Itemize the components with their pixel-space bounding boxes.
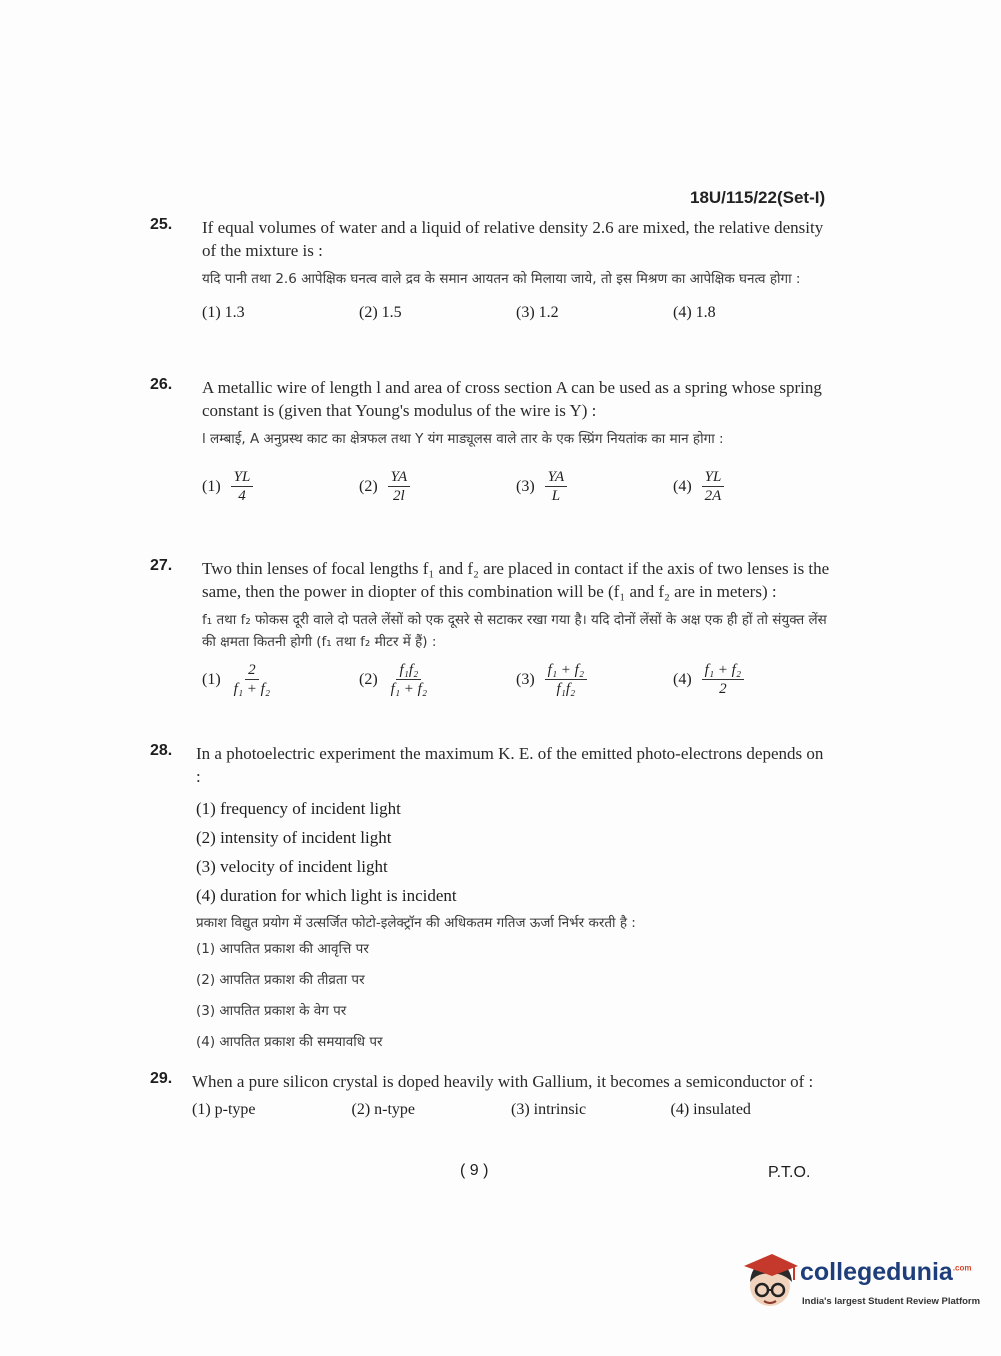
option-1-hi: (1) आपतित प्रकाश की आवृत्ति पर	[196, 941, 369, 957]
option-3-hi: (3) आपतित प्रकाश के वेग पर	[196, 1003, 347, 1019]
mascot-icon	[742, 1252, 800, 1314]
options	[192, 1101, 830, 1119]
option-1: (1) $\frac{2}{\text{f₁ + f₂}}$	[202, 662, 271, 697]
option-1: (1) $\frac{YL}{4}$	[202, 468, 359, 505]
question-text-hi: f₁ तथा f₂ फोकस दूरी वाले दो पतले लेंसों को एक दूसरे से सटाकर रखा गया है। यदि दोनों लेंसों के अक्ष एक ही हों तो संयुक्त लेंस की क्षमता कितनी होगी (f₁ तथा f₂ मीटर में हैं) :	[202, 612, 827, 650]
paper-code: 18U/115/22(Set-I)	[690, 188, 826, 207]
option-3: (3) $\frac{\text{f₁ + f₂}}{\text{f₁f₂}}$	[516, 661, 673, 698]
option-4: (4) 1.8	[673, 304, 716, 321]
question-text-hi: यदि पानी तथा 2.6 आपेक्षिक घनत्व वाले द्रव के समान आयतन को मिलाया जाये, तो इस मिश्रण का आपेक्षिक घनत्व होगा :	[202, 271, 801, 287]
question-26	[150, 376, 830, 505]
option-2: (2) $\frac{YA}{2l}$	[359, 468, 516, 505]
question-text-hi: प्रकाश विद्युत प्रयोग में उत्सर्जित फोटो-इलेक्ट्रॉन की अधिकतम गतिज ऊर्जा निर्भर करती है :	[196, 915, 636, 931]
option-4: (4) insulated	[670, 1101, 751, 1118]
option-2: (2) $\frac{\text{f₁f₂}}{\text{f₁ + f₂}}$	[359, 662, 428, 697]
question-29	[150, 1070, 830, 1119]
question-text-en: Two thin lenses of focal lengths f₁ and f₂ are placed in contact if the axis of two lenses is the same, then the power in diopter of this combination will be (f₁ and f₂ are in meters) :	[202, 559, 830, 601]
pto-label: P.T.O.	[768, 1164, 811, 1181]
question-27	[150, 557, 830, 698]
question-number: 26.	[150, 376, 173, 393]
option-4-en: (4) duration for which light is incident	[196, 886, 457, 905]
options	[202, 661, 830, 698]
question-number: 25.	[150, 216, 173, 233]
option-4: (4) $\frac{\text{f₁ + f₂}}{2}$	[673, 661, 830, 698]
question-text-hi: l लम्बाई, A अनुप्रस्थ काट का क्षेत्रफल तथा Y यंग माड्यूलस वाले तार के एक स्प्रिंग नियतांक का मान होगा :	[202, 431, 724, 447]
page-number: ( 9 )	[460, 1162, 489, 1179]
question-number: 29.	[150, 1070, 173, 1087]
collegedunia-watermark	[742, 1252, 981, 1314]
question-25	[150, 216, 830, 322]
question-text-en: A metallic wire of length l and area of cross section A can be used as a spring whose spring constant is (given that Young's modulus of the wire is Y) :	[202, 378, 822, 420]
option-2-hi: (2) आपतित प्रकाश की तीव्रता पर	[196, 972, 365, 988]
brand-name: collegedunia$^{.com}$	[800, 1258, 972, 1286]
option-2: (2) n-type	[351, 1101, 416, 1118]
options	[202, 304, 830, 322]
option-2: (2) 1.5	[359, 304, 402, 321]
options-hi	[196, 934, 830, 1058]
option-3-en: (3) velocity of incident light	[196, 857, 388, 876]
option-3: (3) $\frac{YA}{L}$	[516, 468, 673, 505]
option-3: (3) 1.2	[516, 304, 559, 321]
option-1-en: (1) frequency of incident light	[196, 799, 401, 818]
question-text-en: If equal volumes of water and a liquid of relative density 2.6 are mixed, the relative density of the mixture is :	[202, 218, 824, 260]
option-3: (3) intrinsic	[511, 1101, 587, 1118]
options	[202, 468, 830, 505]
question-28	[150, 742, 830, 1058]
option-4-hi: (4) आपतित प्रकाश की समयावधि पर	[196, 1034, 383, 1050]
option-1: (1) 1.3	[202, 304, 245, 321]
option-2-en: (2) intensity of incident light	[196, 828, 392, 847]
option-4: (4) $\frac{YL}{2A}$	[673, 468, 830, 505]
brand-tagline: India's largest Student Review Platform	[802, 1296, 981, 1307]
question-number: 27.	[150, 557, 173, 574]
question-text-en: In a photoelectric experiment the maximum K. E. of the emitted photo-electrons depends on :	[196, 744, 824, 786]
question-number: 28.	[150, 742, 173, 759]
option-1: (1) p-type	[192, 1101, 256, 1118]
options-en	[196, 794, 830, 910]
question-text-en: When a pure silicon crystal is doped heavily with Gallium, it becomes a semiconductor of :	[192, 1072, 814, 1091]
